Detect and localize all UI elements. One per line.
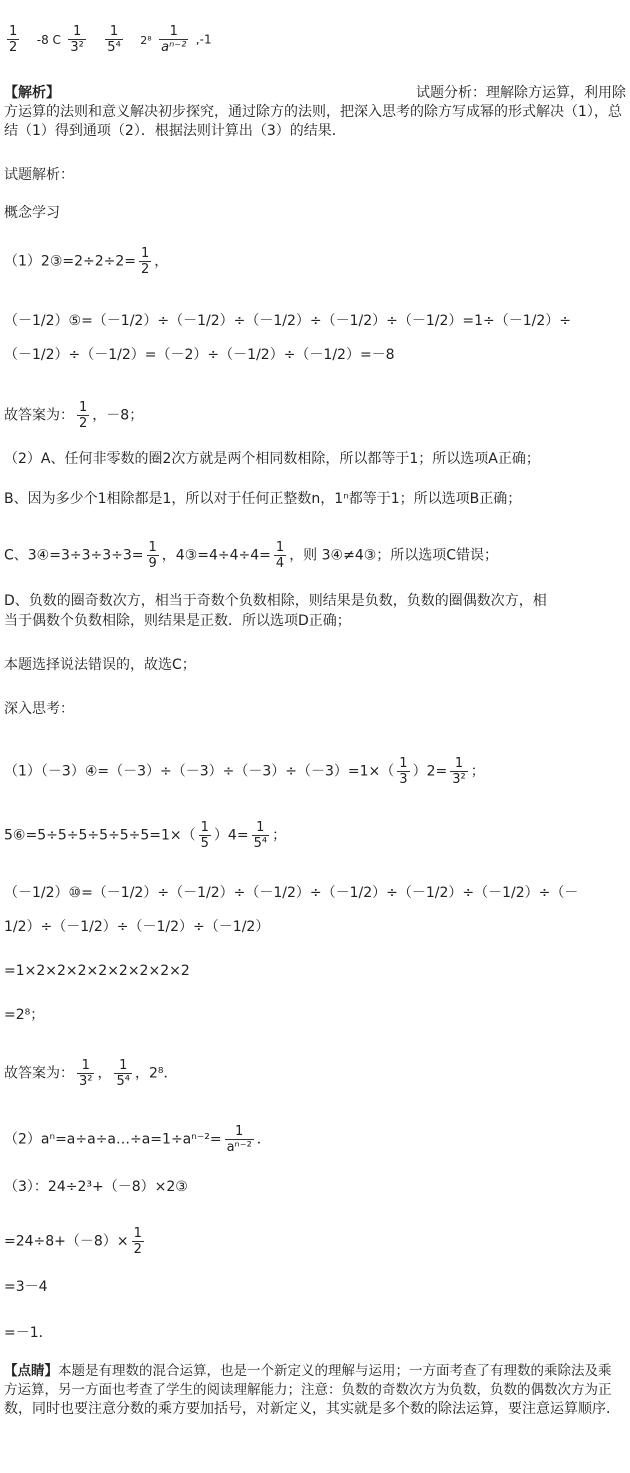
fraction: $\frac{1}{\text{aⁿ⁻²}}$ [226,1124,252,1155]
analysis-tag: 【解析】 [4,85,60,101]
answer-value: 2⁸ [140,33,152,47]
answer-fraction: $\frac{1}{\text{3²}}$ [70,24,84,55]
math-line [4,1226,626,1257]
math-text: 故答案为： [4,407,74,424]
comment-tag: 【点睛】 [4,1363,58,1379]
math-text: ， [154,253,169,270]
answer-fraction: $\frac{1}{2}$ [9,24,18,55]
math-line: （－1/2）⑤=（－1/2）÷（－1/2）÷（－1/2）÷（－1/2）÷（－1/2）=1÷（－1/2）÷ [4,313,572,329]
math-line [4,400,626,431]
analysis-header [4,84,626,102]
math-line [4,1124,626,1155]
option-d-text: 当于偶数个负数相除，则结果是正数．所以选项D正确； [4,613,351,629]
fraction: $\frac{1}{3}$ [399,756,408,787]
answer-fraction: $\frac{1}{\text{aⁿ⁻²}}$ [161,24,187,55]
math-text: ，－8； [92,407,144,424]
math-text: ； [272,827,287,844]
solution-title: 试题解析： [4,167,74,183]
comment-line [4,1362,626,1380]
math-line: =1×2×2×2×2×2×2×2×2 [4,963,190,979]
math-line [4,246,626,277]
math-line: =－1． [4,1325,53,1341]
math-line: （3）：24÷2³+（－8）×2③ [4,1179,188,1195]
analysis-text: 方运算的法则和意义解决初步探究，通过除方的法则，把深入思考的除方写成幂的形式解决（1），总 [4,104,622,120]
fraction: $\frac{1}{\text{5⁴}}$ [253,820,268,851]
fraction: $\frac{1}{5}$ [200,820,209,851]
fraction: $\frac{1}{\text{5⁴}}$ [116,1058,130,1089]
math-line: =3－4 [4,1279,48,1295]
fraction: $\frac{1}{\text{3²}}$ [79,1058,93,1089]
math-text: ． [256,1131,271,1148]
math-text: ，2⁸． [134,1065,178,1082]
fraction: $\frac{1}{2}$ [133,1226,142,1257]
option-c-text [4,540,626,571]
fraction: $\frac{1}{2}$ [141,246,150,277]
section-title: 深入思考： [4,701,74,717]
section-title: 概念学习 [4,205,60,221]
math-text: （2）aⁿ=a÷a÷a…÷a=1÷aⁿ⁻²= [4,1131,222,1148]
math-text: ，4③=4÷4÷4= [161,547,271,564]
math-line [4,1058,626,1089]
answer-value: ,-1 [195,32,212,47]
math-line: =2⁸； [4,1007,45,1023]
comment-text: 本题是有理数的混合运算，也是一个新定义的理解与运用；一方面考查了有理数的乘除法及乘 [58,1363,612,1379]
fraction: $\frac{1}{\text{3²}}$ [452,756,466,787]
option-a-text: （2）A、任何非零数的圈2次方就是两个相同数相除，所以都等于1；所以选项A正确； [4,451,540,467]
math-text: ， [97,1065,112,1082]
math-line [4,756,626,787]
fraction: $\frac{1}{9}$ [148,540,157,571]
fraction: $\frac{1}{2}$ [79,400,88,431]
answer-value: -8 C [36,32,61,47]
math-line: （－1/2）⑩=（－1/2）÷（－1/2）÷（－1/2）÷（－1/2）÷（－1/2）÷（－1/2）÷（－ [4,885,579,901]
math-text: ； [470,763,485,780]
comment-text: 方运算，另一方面也考查了学生的阅读理解能力；注意：负数的奇数次方为负数，负数的偶数次方为正 [4,1382,612,1398]
math-text: （1）（－3）④=（－3）÷（－3）÷（－3）÷（－3）=1×（ [4,763,395,780]
option-b-text: B、因为多少个1相除都是1，所以对于任何正整数n，1ⁿ都等于1；所以选项B正确； [4,491,522,507]
math-text: 故答案为： [4,1065,74,1082]
math-text: =24÷8+（－8）× [4,1233,129,1250]
math-line: （－1/2）÷（－1/2）=（－2）÷（－1/2）÷（－1/2）=－8 [4,347,395,363]
answer-fraction: $\frac{1}{\text{5⁴}}$ [107,24,121,55]
analysis-text: 试题分析：理解除方运算，利用除 [416,85,626,101]
math-text: C、3④=3÷3÷3÷3= [4,547,144,564]
math-text: ）2= [412,763,448,780]
math-text: ，则 3④≠4③；所以选项C错误； [289,547,499,564]
math-text: 5⑥=5÷5÷5÷5÷5÷5=1×（ [4,827,196,844]
option-d-text: D、负数的圈奇数次方，相当于奇数个负数相除，则结果是负数，负数的圈偶数次方，相 [4,593,547,609]
math-text: （1）2③=2÷2÷2= [4,253,137,270]
choice-conclusion: 本题选择说法错误的，故选C； [4,657,196,673]
analysis-text: 结（1）得到通项（2）．根据法则计算出（3）的结果． [4,123,346,139]
math-line [4,820,626,851]
math-text: ）4= [213,827,249,844]
fraction: $\frac{1}{4}$ [275,540,285,571]
comment-text: 数，同时也要注意分数的乘方要加括号，对新定义，其实就是多个数的除法运算，要注意运算顺序． [4,1401,620,1417]
answer-row [4,24,626,55]
math-line: 1/2）÷（－1/2）÷（－1/2）÷（－1/2） [4,919,270,935]
